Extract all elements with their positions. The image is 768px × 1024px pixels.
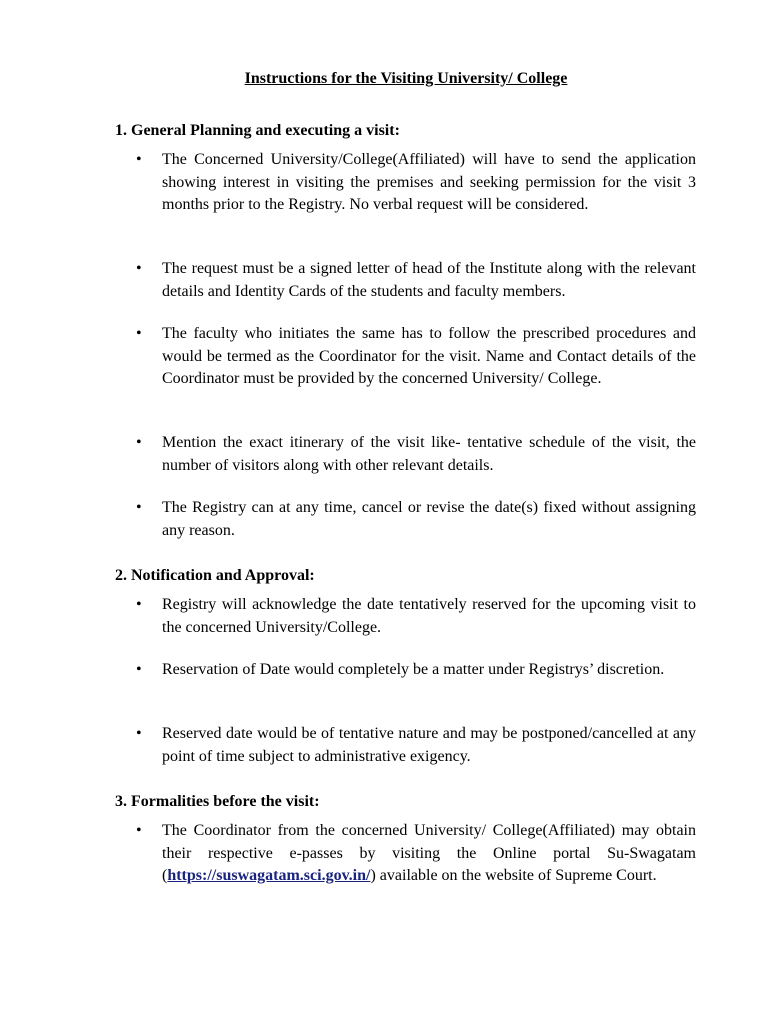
list-item-text: Reservation of Date would completely be a matter under Registrys’ discretion. [162,661,665,678]
bullet-icon: • [136,151,142,168]
bullet-icon: • [136,434,142,451]
list-item-text-after-link: ) available on the website of Supreme Court. [370,867,657,885]
list-item-text: The Registry can at any time, cancel or revise the date(s) fixed without assigning any reason. [162,499,696,539]
list-item-text-before-link: The Coordinator from the concerned University/ College(Affiliated) may obtain their respective e-passes by visiting the Online portal Su-Swagatam ( [162,822,696,885]
bullet-icon: • [136,596,142,613]
list-item [136,497,696,542]
list-item-text: The Concerned University/College(Affiliated) will have to send the application showing interest in visiting the premises and seeking permission for the visit 3 months prior to the Registry. No verbal request will be considered. [162,151,696,214]
section-heading-formalities: 3. Formalities before the visit: [115,793,320,810]
bullet-icon: • [136,325,142,342]
list-item-text: Reserved date would be of tentative nature and may be postponed/cancelled at any point of time subject to administrative exigency. [162,725,696,765]
bullet-icon: • [136,260,142,277]
list-item [136,258,696,303]
document-title: Instructions for the Visiting University/ College [244,70,568,87]
list-item-text: Registry will acknowledge the date tentatively reserved for the upcoming visit to the concerned University/College. [162,596,696,636]
list-item [136,594,696,639]
list-item [136,820,696,888]
list-item [136,323,696,391]
list-item-text: The faculty who initiates the same has to follow the prescribed procedures and would be termed as the Coordinator for the visit. Name and Contact details of the Coordinator must be provided by the concerned University/ College. [162,325,696,388]
list-item-text: The request must be a signed letter of head of the Institute along with the relevant details and Identity Cards of the students and faculty members. [162,260,696,300]
list-item [136,149,696,217]
bullet-icon: • [136,725,142,742]
bullet-icon: • [136,822,142,839]
list-item-text [162,820,696,888]
section-heading-general-planning: 1. General Planning and executing a visit: [115,122,400,139]
bullet-icon: • [136,661,142,678]
list-item [136,723,696,768]
list-item-text: Mention the exact itinerary of the visit like- tentative schedule of the visit, the number of visitors along with other relevant details. [162,434,696,474]
suswagatam-portal-link[interactable]: https://suswagatam.sci.gov.in/ [167,867,371,885]
bullet-icon: • [136,499,142,516]
list-item [136,659,696,682]
section-heading-notification: 2. Notification and Approval: [115,567,315,584]
list-item [136,432,696,477]
